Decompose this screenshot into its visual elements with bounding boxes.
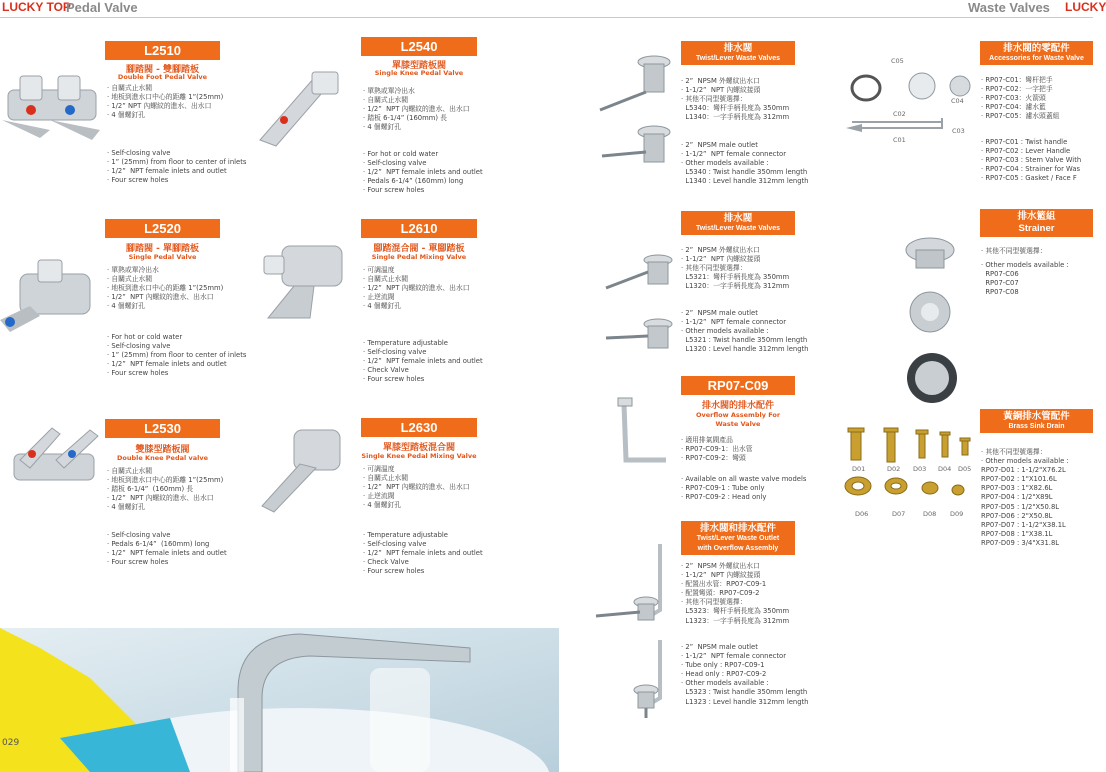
specs-en-waste-1: · 2” NPSM male outlet · 1-1/2” NPT female connector · Other models available : L5340 : Twist handle 350mm length L1340 : Level handle 312mm length (681, 141, 809, 186)
product-name-en-l2510: Double Foot Pedal Valve (117, 73, 208, 81)
product-name-cn-rp07-c09: 排水閥的排水配件 (701, 401, 774, 411)
label-c05: C05 (891, 57, 904, 65)
specs-cn-l2530: · 自關式止水閥 · 地板到進水口中心的距離 1”(25mm) · 踏板 6-1/4” (160mm) 長 · 1/2” NPT 內螺紋的進水、出水口 · 4 個螺釘孔 (107, 467, 224, 512)
specs-cn-rp07-c09: · 適用排氣閥產品 · RP07-C09-1：出水管 · RP07-C09-2：彎頭 (681, 436, 753, 463)
specs-cn-waste-1: · 2” NPSM 外螺紋出水口 · 1-1/2” NPT 內螺紋接頭 · 其他不同型號選擇： L5340：彎杆手柄長度為 350mm L1340：一字手柄長度為 312mm (681, 77, 790, 122)
product-image-l2540 (254, 68, 350, 148)
product-name-en-l2540: Single Knee Pedal Valve (374, 69, 464, 77)
product-name-en-l2610: Single Pedal Mixing Valve (371, 253, 467, 261)
product-image-l2510 (0, 60, 104, 146)
page-title-right: Waste Valves (968, 0, 1050, 15)
header-divider (0, 17, 1093, 18)
section-header-brass: 黃銅排水管配件 Brass Sink Drain (980, 409, 1093, 433)
label-d08: D08 (923, 510, 937, 518)
specs-cn-l2610: · 可調溫度 · 自關式止水閥 · 1/2” NPT 內螺紋的進水、出水口 · 止逆流閥 · 4 個螺釘孔 (363, 266, 470, 311)
label-d09: D09 (950, 510, 964, 518)
page-title-left: Pedal Valve (66, 0, 138, 15)
product-code-l2540: L2540 (361, 37, 477, 56)
specs-cn-l2630: · 可調溫度 · 自關式止水閥 · 1/2” NPT 內螺紋的進水、出水口 · 止逆流閥 · 4 個螺釘孔 (363, 465, 470, 510)
product-code-rp07-c09: RP07-C09 (681, 376, 795, 395)
section-header-waste-outlet: 排水閥和排水配件 Twist/Lever Waste Outlet with Overflow Assembly (681, 521, 795, 555)
brand-logo-left: LUCKY TOP (2, 0, 71, 14)
product-code-l2520: L2520 (105, 219, 220, 238)
label-d02: D02 (887, 465, 901, 473)
product-image-waste-outlet (590, 540, 674, 720)
product-name-cn-l2530: 雙膝型踏板閥 (135, 445, 190, 455)
product-name-cn-l2540: 單膝型踏板閥 (391, 61, 446, 71)
product-code-l2610: L2610 (361, 219, 477, 238)
product-image-waste-4 (592, 316, 682, 356)
label-d06: D06 (855, 510, 869, 518)
specs-en-l2630: · Temperature adjustable · Self-closing valve · 1/2” NPT female inlets and outlet · Check Valve · Four screw holes (363, 531, 483, 576)
specs-en-accessories: · RP07-C01 : Twist handle · RP07-C02 : Lever Handle · RP07-C03 : Stem Valve With · RP07-C04 : Strainer for Was · RP07-C05 : Gasket / Face F (981, 138, 1082, 183)
product-code-l2510: L2510 (105, 41, 220, 60)
product-name-cn-l2510: 腳踏閥 - 雙腳踏板 (125, 65, 199, 75)
specs-strainer: · 其他不同型號選擇： · Other models available : RP07-C06 RP07-C07 RP07-C08 (981, 247, 1069, 297)
label-d01: D01 (852, 465, 866, 473)
specs-cn-waste-2: · 2” NPSM 外螺紋出水口 · 1-1/2” NPT 內螺紋接頭 · 其他不同型號選擇： L5321：彎杆手柄長度為 350mm L1320：一字手柄長度為 312mm (681, 246, 790, 291)
specs-en-l2510: · Self-closing valve · 1” (25mm) from floor to center of inlets · 1/2” NPT female inlets and outlet · Four screw holes (107, 149, 247, 185)
product-name-en-l2530: Double Knee Pedal valve (117, 454, 208, 462)
label-d03: D03 (913, 465, 927, 473)
section-header-waste-2: 排水閥 Twist/Lever Waste Valves (681, 211, 795, 235)
product-image-l2610 (254, 236, 356, 326)
specs-brass: · 其他不同型號選擇： · Other models available : RP07-D01 : 1-1/2"X76.2L RP07-D02 : 1"X101.6L RP07-D03 : 1"X82.6L RP07-D04 : 1/2"X89L RP07-D05 : 1/2"X50.8L RP07-D06 : 2"X50.8L RP07-D07 : 1-1/2"X38.1L RP07-D08 : 1"X38.1L RP07-D09 : 3/4"X31.8L (981, 448, 1069, 547)
product-name-cn-l2520: 腳踏閥 - 單腳踏板 (125, 244, 199, 254)
product-image-l2630 (254, 424, 356, 516)
product-name-en1-rp07-c09: Overflow Assembly For (695, 411, 781, 419)
brand-logo-right: LUCKY (1065, 0, 1106, 14)
specs-cn-l2510: · 自關式止水閥 · 地板到進水口中心的距離 1”(25mm) · 1/2” NPT 內螺紋的進水、出水口 · 4 個螺釘孔 (107, 84, 224, 120)
product-image-overflow (604, 394, 674, 472)
product-name-en2-rp07-c09: Waste Valve (715, 420, 761, 428)
label-c04: C04 (951, 97, 964, 105)
label-c03: C03 (952, 127, 965, 135)
specs-en-l2520: · For hot or cold water · Self-closing valve · 1” (25mm) from floor to center of inlets · 1/2” NPT female inlets and outlet · Four screw holes (107, 333, 247, 378)
product-image-waste-1 (592, 52, 682, 118)
product-image-waste-2 (592, 122, 682, 172)
specs-en-l2530: · Self-closing valve · Pedals 6-1/4” (160mm) long · 1/2” NPT female inlets and outlet · Four screw holes (107, 531, 227, 567)
product-code-l2630: L2630 (361, 418, 477, 437)
specs-en-waste-outlet: · 2” NPSM male outlet · 1-1/2” NPT female connector · Tube only : RP07-C09-1 · Head only : RP07-C09-2 · Other models available : L5323 : Twist handle 350mm length L1323 : Level handle 312mm length (681, 643, 809, 706)
page-number: 029 (2, 738, 20, 748)
specs-cn-l2540: · 單熱或單冷出水 · 自關式止水閥 · 1/2” NPT 內螺紋的進水、出水口 · 踏板 6-1/4” (160mm) 長 · 4 個螺釘孔 (363, 87, 470, 132)
label-c02: C02 (893, 110, 906, 118)
specs-en-l2540: · For hot or cold water · Self-closing valve · 1/2” NPT female inlets and outlet · Pedals 6-1/4” (160mm) long · Four screw holes (363, 150, 483, 195)
product-image-waste-3 (592, 252, 682, 290)
product-code-l2530: L2530 (105, 419, 220, 438)
specs-en-rp07-c09: · Available on all waste valve models · RP07-C09-1 : Tube only · RP07-C09-2 : Head only (681, 475, 807, 502)
label-d07: D07 (892, 510, 906, 518)
product-image-l2520 (0, 254, 104, 340)
section-header-strainer: 排水籃組 Strainer (980, 209, 1093, 237)
label-d05: D05 (958, 465, 972, 473)
sink-photo (0, 628, 559, 772)
product-name-cn-l2610: 腳踏混合閥 - 單腳踏板 (373, 244, 465, 254)
product-name-en-l2520: Single Pedal Valve (128, 253, 197, 261)
section-header-accessories: 排水閥的零配件 Accessories for Waste Valve (980, 41, 1093, 65)
product-name-cn-l2630: 單膝型踏板混合閥 (382, 443, 455, 453)
label-d04: D04 (938, 465, 952, 473)
product-image-l2530 (0, 424, 104, 504)
specs-cn-accessories: · RP07-C01：彎杆把手 · RP07-C02：一字把手 · RP07-C03：火箭頭 · RP07-C04：濾水籃 · RP07-C05：濾水頭蓋組 (981, 76, 1060, 121)
specs-en-l2610: · Temperature adjustable · Self-closing valve · 1/2” NPT female inlets and outlet · Check Valve · Four screw holes (363, 339, 483, 384)
product-name-en-l2630: Single Knee Pedal Mixing Valve (361, 452, 477, 460)
specs-en-waste-2: · 2” NPSM male outlet · 1-1/2” NPT female connector · Other models available : L5321 : Twist handle 350mm length L1320 : Level handle 312mm length (681, 309, 809, 354)
specs-cn-l2520: · 單熱或單冷出水 · 自關式止水閥 · 地板到進水口中心的距離 1”(25mm) · 1/2” NPT 內螺紋的進水、出水口 · 4 個螺釘孔 (107, 266, 224, 311)
section-header-waste-1: 排水閥 Twist/Lever Waste Valves (681, 41, 795, 65)
label-c01: C01 (893, 136, 906, 144)
product-image-strainer (900, 236, 966, 404)
specs-cn-waste-outlet: · 2” NPSM 外螺紋出水口 · 1-1/2” NPT 內螺紋接頭 · 配置出水管：RP07-C09-1 · 配置彎頭：RP07-C09-2 · 其他不同型號選擇： L5323：彎杆手柄長度為 350mm L1323：一字手柄長度為 312mm (681, 562, 790, 625)
